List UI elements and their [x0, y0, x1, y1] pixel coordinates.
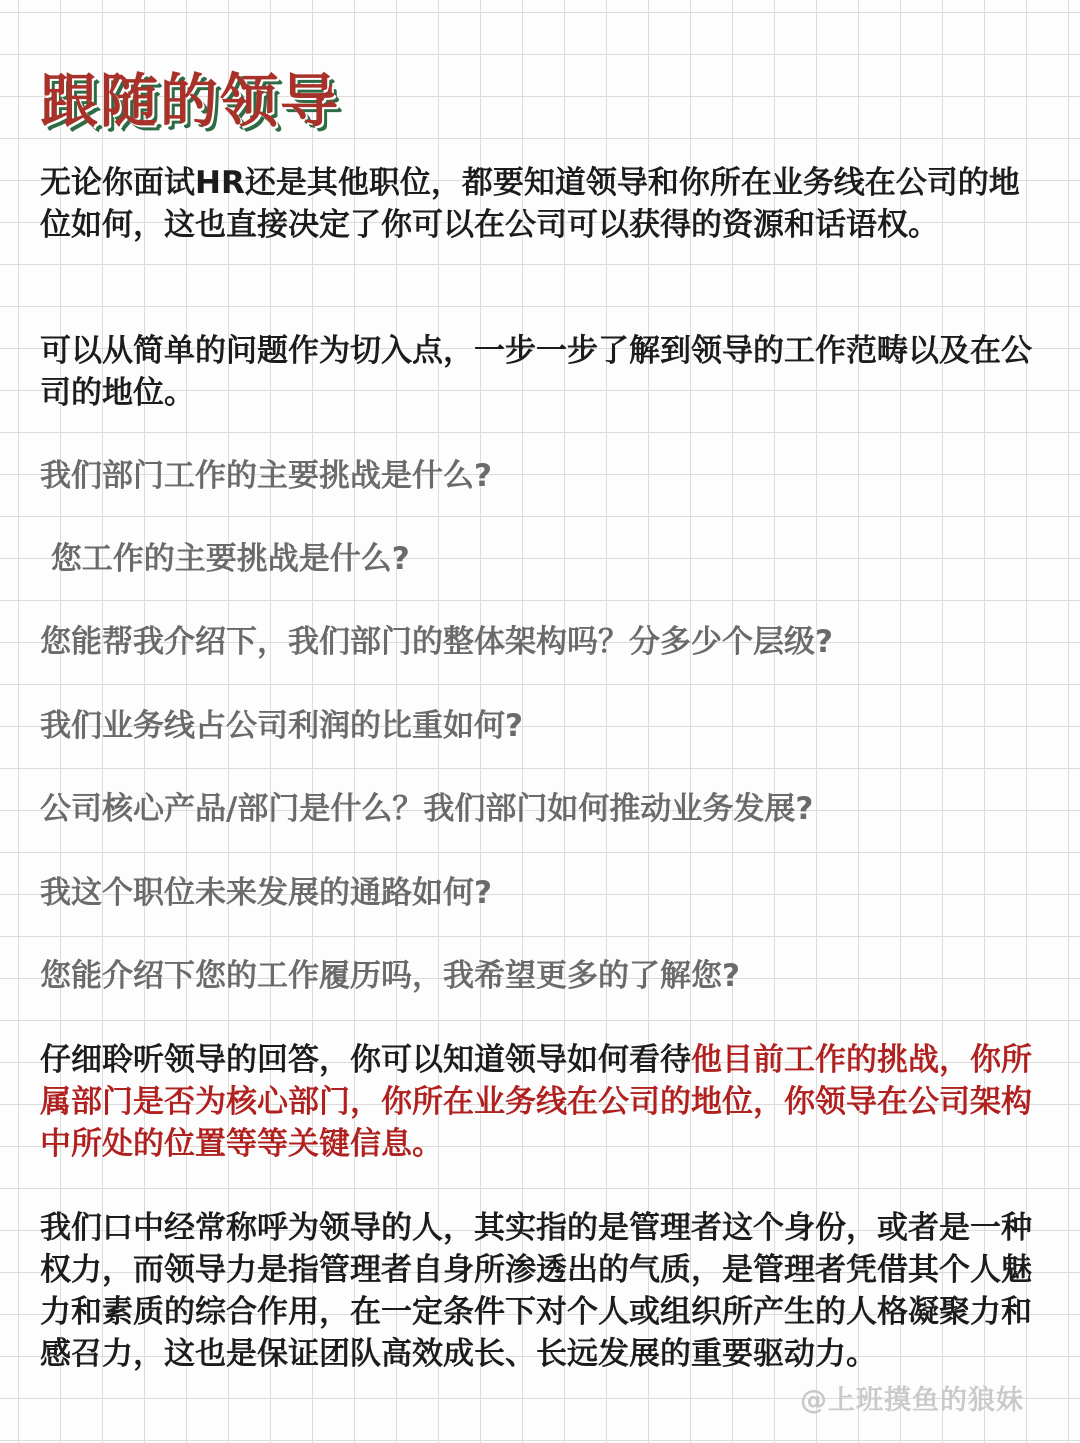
- approach-paragraph: 可以从简单的问题作为切入点，一步一步了解到领导的工作范畴以及在公司的地位。: [40, 333, 1032, 411]
- question-item: 您工作的主要挑战是什么?: [40, 541, 410, 577]
- watermark: @上班摸鱼的狼妹: [800, 1385, 1024, 1416]
- conclusion-paragraph: 我们口中经常称呼为领导的人，其实指的是管理者这个身份，或者是一种权力，而领导力是指管理者自身所渗透出的气质，是管理者凭借其个人魅力和素质的综合作用，在一定条件下对个人或组织所产生的人格凝聚力和感召力，这也是保证团队高效成长、长远发展的重要驱动力。: [40, 1210, 1032, 1372]
- listen-highlight: 他目前工作的挑战，你所属部门是否为核心部门，你所在业务线在公司的地位，你领导在公司架构中所处的位置等等关键信息。: [40, 1042, 1032, 1162]
- page-title: 跟随的领导: [40, 67, 341, 135]
- intro-paragraph: 无论你面试HR还是其他职位，都要知道领导和你所在业务线在公司的地位如何，这也直接决定了你可以在公司可以获得的资源和话语权。: [40, 165, 1020, 243]
- listen-paragraph: [40, 1039, 1045, 1165]
- question-item: 我们业务线占公司利润的比重如何?: [40, 708, 523, 744]
- question-item: 您能介绍下您的工作履历吗，我希望更多的了解您?: [40, 958, 740, 994]
- question-item: 我这个职位未来发展的通路如何?: [40, 875, 492, 911]
- question-item: 您能帮我介绍下，我们部门的整体架构吗？分多少个层级?: [40, 624, 833, 660]
- question-item: 公司核心产品/部门是什么？我们部门如何推动业务发展?: [40, 791, 814, 827]
- listen-prefix: 仔细聆听领导的回答，你可以知道领导如何看待: [40, 1042, 691, 1078]
- question-item: 我们部门工作的主要挑战是什么?: [40, 458, 492, 494]
